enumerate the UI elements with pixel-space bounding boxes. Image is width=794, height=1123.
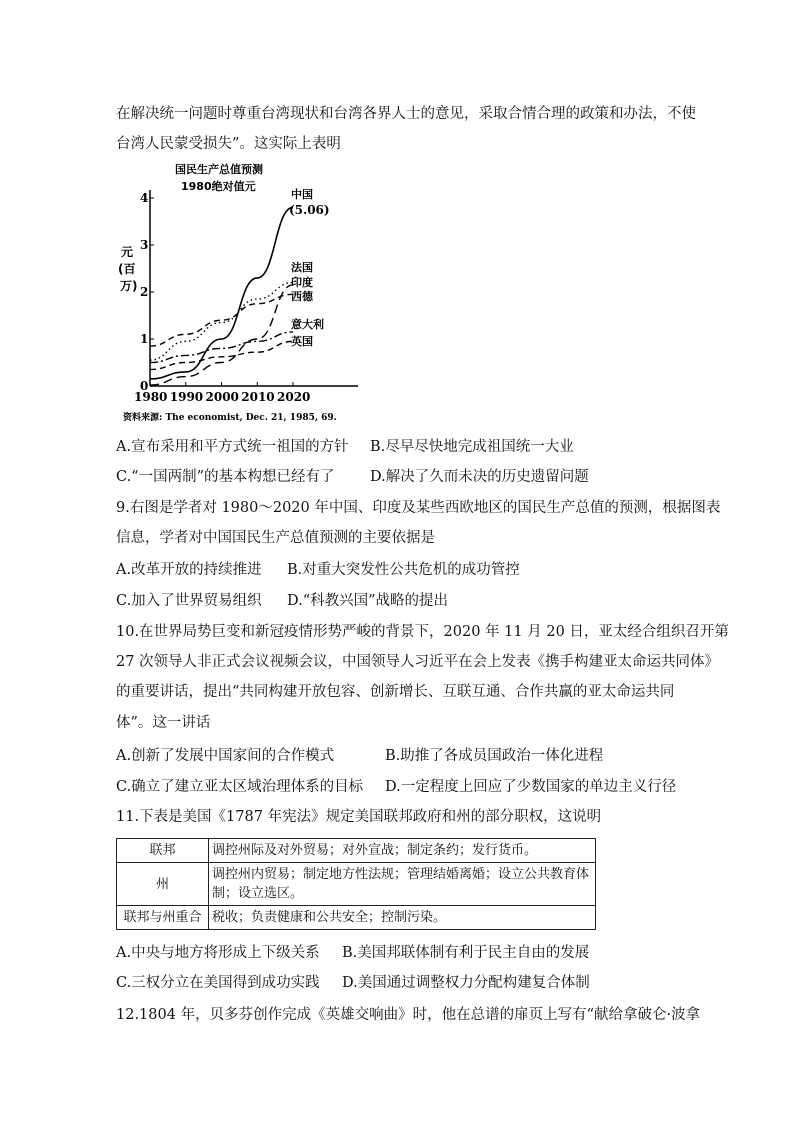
y-axis-label-part-3: 万) [120, 279, 138, 293]
q8-option-b[interactable]: B.尽早尽快地完成祖国统一大业 [370, 439, 574, 455]
x-tick-label: 2020 [277, 390, 311, 404]
y-tick-label: 3 [140, 238, 149, 252]
federal-powers-table [116, 838, 596, 930]
q10-stem-line-3: 的重要讲话，提出“共同构建开放包容、创新增长、互联互通、合作共赢的亚太命运共同 [116, 684, 675, 700]
q9-stem-line-2: 信息，学者对中国国民生产总值预测的主要依据是 [116, 530, 435, 546]
table-row [117, 863, 596, 906]
table-cell-value: 税收；负责健康和公共安全；控制污染。 [209, 906, 596, 930]
series-label: 印度 [291, 276, 313, 289]
table-cell-value: 调控州际及对外贸易；对外宣战；制定条约；发行货币。 [209, 839, 596, 863]
table-cell-value: 调控州内贸易；制定地方性法规；管理结婚离婚；设立公共教育体制；设立选区。 [209, 863, 596, 906]
series-label: 法国 [291, 261, 313, 274]
x-tick-label: 1980 [134, 390, 168, 404]
q9-stem-line-1: 9.右图是学者对 1980～2020 年中国、印度及某些西欧地区的国民生产总值的预测，根据图表 [116, 500, 721, 516]
x-tick-label: 1990 [169, 390, 204, 404]
chart-source: 资料来源: The economist, Dec. 21, 1985, 69. [123, 413, 337, 423]
q11-option-c[interactable]: C.三权分立在美国得到成功实践 [116, 975, 320, 991]
series-label: 意大利 [291, 318, 324, 331]
q9-option-b[interactable]: B.对重大突发性公共危机的成功管控 [287, 562, 520, 578]
q8-option-c[interactable]: C.“一国两制”的基本构想已经有了 [116, 469, 335, 485]
table-row [117, 906, 596, 930]
series-line-0 [150, 207, 293, 379]
intro-line-2: 台湾人民蒙受损失”。这实际上表明 [116, 136, 341, 152]
y-axis-label-part-2: (百 [118, 262, 136, 276]
series-line-4 [150, 332, 293, 363]
table-row [117, 839, 596, 863]
y-tick-label: 0 [140, 379, 149, 393]
q10-stem-line-4: 体”。这一讲话 [116, 715, 211, 731]
q12-stem-line-1: 12.1804 年，贝多芬创作完成《英雄交响曲》时，他在总谱的扉页上写有“献给拿破仑·波拿 [116, 1007, 701, 1023]
q9-option-c[interactable]: C.加入了世界贸易组织 [116, 593, 262, 609]
q9-option-a[interactable]: A.改革开放的持续推进 [116, 562, 262, 578]
q8-option-a[interactable]: A.宣布采用和平方式统一祖国的方针 [116, 439, 349, 455]
y-tick-label: 1 [140, 332, 149, 346]
table-cell-key: 州 [117, 863, 209, 906]
x-tick-label: 2000 [205, 390, 239, 404]
series-note: (5.06) [289, 203, 330, 217]
y-axis-label [118, 244, 138, 293]
y-axis-label-part-1: 元 [121, 245, 134, 259]
table-cell-key: 联邦 [117, 839, 209, 863]
q11-option-a[interactable]: A.中央与地方将形成上下级关系 [116, 945, 320, 961]
y-tick-label: 2 [140, 285, 149, 299]
q10-stem-line-2: 27 次领导人非正式会议视频会议，中国领导人习近平在会上发表《携手构建亚太命运共同体》 [116, 654, 720, 670]
intro-line-1: 在解决统一问题时尊重台湾现状和台湾各界人士的意见，采取合情合理的政策和办法，不使 [116, 106, 696, 122]
q9-option-d[interactable]: D.“科教兴国”战略的提出 [287, 593, 449, 609]
q11-option-b[interactable]: B.美国邦联体制有利于民主自由的发展 [342, 945, 590, 961]
q10-option-c[interactable]: C.确立了建立亚太区域治理体系的目标 [116, 779, 364, 795]
x-tick-label: 2010 [241, 390, 275, 404]
y-tick-label: 4 [140, 191, 149, 205]
series-label: 西德 [291, 290, 313, 303]
plot-area [134, 187, 358, 404]
q8-option-d[interactable]: D.解决了久而未决的历史遗留问题 [370, 469, 589, 485]
chart-subtitle: 1980绝对值元 [181, 180, 256, 193]
q11-option-d[interactable]: D.美国通过调整权力分配构建复合体制 [342, 975, 590, 991]
series-label: 中国 [291, 188, 313, 201]
series-line-5 [150, 341, 293, 369]
q10-option-b[interactable]: B.助推了各成员国政治一体化进程 [385, 748, 604, 764]
table-cell-key: 联邦与州重合 [117, 906, 209, 930]
gnp-forecast-chart [113, 158, 373, 428]
series-line-2 [150, 285, 293, 385]
q10-option-a[interactable]: A.创新了发展中国家间的合作模式 [116, 748, 335, 764]
q11-stem-line-1: 11.下表是美国《1787 年宪法》规定美国联邦政府和州的部分职权，这说明 [116, 809, 602, 825]
chart-title: 国民生产总值预测 [175, 163, 263, 176]
q10-stem-line-1: 10.在世界局势巨变和新冠疫情形势严峻的背景下，2020 年 11 月 20 日，亚太经合组织召开第 [116, 624, 729, 640]
q10-option-d[interactable]: D.一定程度上回应了少数国家的单边主义行径 [385, 779, 677, 795]
series-label: 英国 [291, 335, 313, 348]
